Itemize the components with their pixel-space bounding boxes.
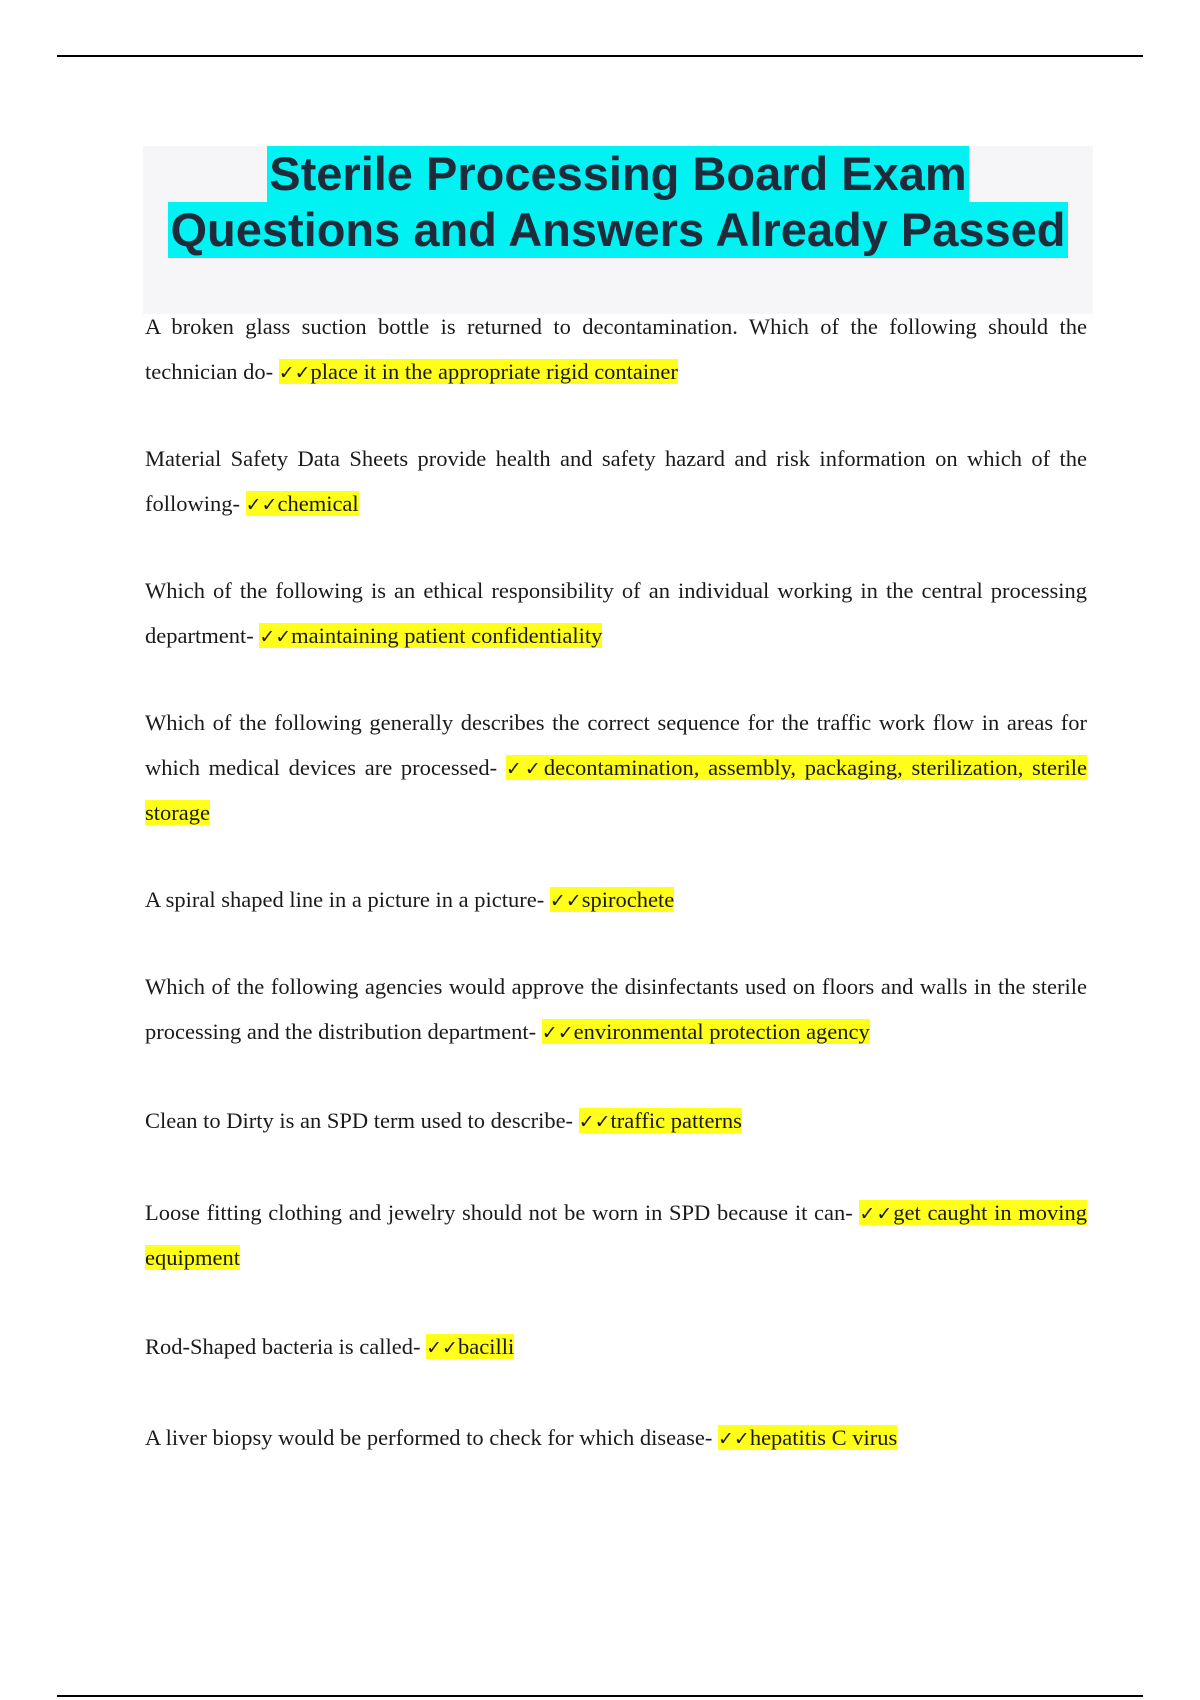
answer-text: place it in the appropriate rigid container [310, 358, 678, 384]
document-title-line-2: Questions and Answers Already Passed [170, 203, 1066, 256]
check-icon: ✓✓ [259, 625, 292, 648]
check-icon: ✓✓ [549, 889, 582, 912]
qa-item [145, 965, 1087, 1055]
answer-text: environmental protection agency [573, 1018, 870, 1044]
qa-item [145, 1191, 1087, 1281]
answer-text: get caught in moving equipment [145, 1199, 1087, 1270]
footer-rule [57, 1695, 1143, 1697]
check-icon: ✓✓ [426, 1336, 458, 1359]
title-block [143, 146, 1093, 314]
answer-text: traffic patterns [610, 1108, 742, 1133]
answer-text: maintaining patient confidentiality [291, 622, 603, 648]
answer-highlight [579, 1108, 742, 1133]
answer-highlight [718, 1425, 897, 1450]
answer-text: hepatitis C virus [749, 1425, 898, 1450]
qa-item [145, 569, 1087, 659]
question-text: Which of the following is an ethical responsibility of an individual working in the central processing department- [145, 578, 1087, 648]
answer-highlight [279, 359, 678, 384]
question-text: Material Safety Data Sheets provide health and safety hazard and risk information on which of the following- [145, 446, 1087, 516]
check-icon: ✓✓ [717, 1428, 750, 1450]
answer-highlight [542, 1019, 870, 1044]
check-icon: ✓✓ [541, 1021, 574, 1044]
qa-list [145, 305, 1087, 1462]
answer-highlight [246, 491, 359, 516]
answer-text: chemical [277, 490, 359, 516]
question-text: Which of the following generally describes the correct sequence for the traffic work flow in areas for which medical devices are processed- [145, 710, 1087, 780]
qa-item [145, 1416, 1087, 1462]
check-icon: ✓✓ [278, 361, 311, 384]
question-text: A liver biopsy would be performed to check for which disease- [145, 1425, 718, 1450]
check-icon: ✓✓ [578, 1111, 611, 1133]
check-icon: ✓✓ [859, 1202, 894, 1225]
header-rule [57, 55, 1143, 57]
qa-item [145, 878, 1087, 924]
question-text: Clean to Dirty is an SPD term used to describe- [145, 1108, 579, 1133]
answer-text: bacilli [457, 1333, 515, 1359]
question-text: Rod-Shaped bacteria is called- [145, 1333, 427, 1359]
question-text: Loose fitting clothing and jewelry should not be worn in SPD because it can- [145, 1199, 860, 1225]
answer-highlight [550, 887, 674, 912]
question-text: A broken glass suction bottle is returned to decontamination. Which of the following should the technician do- [145, 314, 1087, 384]
question-text: Which of the following agencies would approve the disinfectants used on floors and walls in the sterile processing and the distribution department- [145, 974, 1087, 1044]
qa-item [145, 305, 1087, 395]
answer-highlight [426, 1334, 514, 1359]
check-icon: ✓✓ [245, 493, 278, 516]
qa-item [145, 437, 1087, 527]
check-icon: ✓✓ [505, 757, 544, 780]
qa-item [145, 1099, 1087, 1145]
document-title-line-1: Sterile Processing Board Exam [269, 147, 967, 200]
answer-highlight [259, 623, 602, 648]
answer-text: spirochete [581, 886, 675, 912]
question-text: A spiral shaped line in a picture in a picture- [145, 886, 550, 912]
qa-item [145, 701, 1087, 836]
qa-item [145, 1325, 1087, 1371]
answer-text: decontamination, assembly, packaging, sterilization, sterile storage [145, 754, 1087, 825]
